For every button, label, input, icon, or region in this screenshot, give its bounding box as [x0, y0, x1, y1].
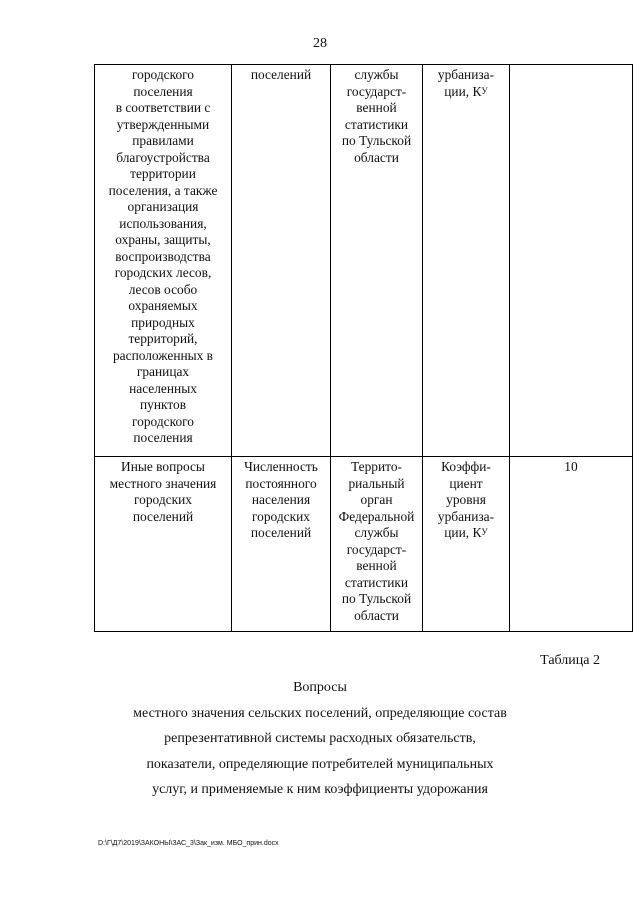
cell-line: границах [136, 364, 190, 379]
cell-line: урбаниза- [437, 67, 495, 82]
cell-line: службы [354, 67, 399, 82]
coefficient-superscript: У [481, 527, 488, 537]
table-cell [95, 65, 232, 457]
cell-line: территории [130, 166, 196, 181]
cell-line: в соответствии с [115, 100, 211, 115]
cell-line: службы [354, 525, 399, 540]
cell-line: уровня [446, 492, 486, 507]
cell-line: области [354, 149, 399, 165]
table-caption: Таблица 2 [540, 653, 600, 668]
cell-line: 10 [564, 459, 578, 474]
cell-line: населенных [129, 380, 197, 396]
cell-line: местного значения [109, 475, 217, 491]
heading-line: местного значения сельских поселений, определяющие состав [133, 706, 507, 721]
cell-line: орган [360, 492, 393, 507]
cell-line: населения [251, 492, 311, 507]
cell-line: Численность [244, 459, 318, 474]
cell-line: поселения, а также [108, 182, 218, 198]
cell-line: риальный [348, 475, 405, 491]
cell-line: лесов особо [128, 281, 198, 297]
table-cell [423, 65, 510, 457]
cell-line: поселения [133, 430, 193, 445]
cell-line: урбаниза- [437, 508, 495, 524]
table-cell [331, 65, 423, 457]
cell-line [426, 525, 506, 542]
cell-line: государст- [346, 541, 407, 557]
cell-line: воспроизводства [115, 248, 211, 264]
cell-line: Иные вопросы [121, 459, 205, 474]
cell-line: городских лесов, [114, 265, 212, 280]
cell-line: Федеральной [338, 508, 415, 524]
cell-line: постоянного [245, 475, 317, 491]
heading-line: Вопросы [293, 680, 347, 695]
table-cell [510, 65, 633, 457]
cell-line: городских [134, 492, 192, 507]
cell-line: охраняемых [128, 298, 198, 313]
table-cell [232, 457, 331, 632]
cell-line: охраны, защиты, [115, 232, 211, 247]
cell-line: поселений [250, 525, 312, 540]
cell-line: поселения [133, 83, 193, 99]
cell-line: благоустройства [116, 149, 210, 165]
cell-line: по Тульской [341, 133, 412, 148]
cell-line: области [354, 607, 399, 623]
cell-line: статистики [344, 574, 409, 590]
table-cell [510, 457, 633, 632]
file-path-footer: D:\Г\Д7\2019\ЗАКОНЫ\ЗАС_3\Зак_изм. МБО_прин.docx [98, 840, 279, 847]
cell-text: ции, К [444, 525, 482, 540]
cell-line: городского [132, 67, 194, 82]
cell-line: использования, [119, 215, 207, 231]
page-number: 28 [313, 36, 327, 51]
cell-line: утвержденными [116, 116, 210, 132]
table-row [95, 457, 633, 632]
indicators-table [94, 64, 633, 632]
cell-line: Террито- [351, 459, 402, 474]
cell-line: пунктов [139, 397, 187, 412]
cell-line: правилами [132, 133, 194, 148]
cell-line [426, 84, 506, 101]
table-cell [95, 457, 232, 632]
cell-line: городского [132, 413, 194, 429]
table-cell [423, 457, 510, 632]
heading-line: показатели, определяющие потребителей муниципальных [146, 757, 494, 772]
cell-line: расположенных в [112, 347, 214, 363]
heading-line: репрезентативной системы расходных обязательств, [164, 731, 476, 746]
cell-line: венной [356, 558, 397, 573]
table-row [95, 65, 633, 457]
cell-line: природных [131, 314, 195, 330]
cell-line: территорий, [128, 331, 198, 346]
cell-line: поселений [250, 67, 312, 82]
cell-text: ции, К [444, 83, 482, 99]
coefficient-superscript: У [481, 85, 488, 96]
cell-line: организация [127, 199, 199, 214]
cell-line: поселений [132, 508, 194, 524]
cell-line: государст- [346, 83, 407, 99]
cell-line: статистики [344, 116, 409, 132]
table-cell [331, 457, 423, 632]
cell-line: циент [449, 475, 483, 491]
table-cell [232, 65, 331, 457]
heading-line: услуг, и применяемые к ним коэффициенты удорожания [152, 782, 488, 797]
cell-line: Коэффи- [441, 459, 491, 474]
cell-line: по Тульской [341, 591, 412, 606]
cell-line: городских [252, 508, 310, 524]
cell-line: венной [356, 100, 397, 115]
